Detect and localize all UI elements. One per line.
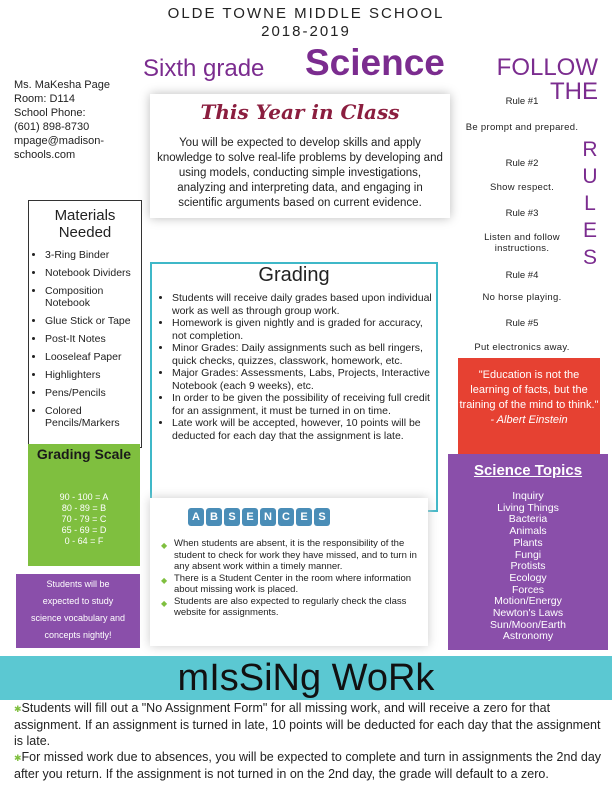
absences-card (150, 498, 428, 646)
diamond-bullet-icon: ◆ (161, 575, 168, 585)
vocab-note-box (16, 574, 140, 648)
rules-letter: S (582, 246, 597, 269)
list-item (161, 538, 422, 573)
rules-letter: U (582, 165, 598, 188)
list-item: Fungi (514, 548, 542, 561)
list-item (161, 595, 422, 619)
grading-list (162, 292, 432, 442)
rule-text: Put electronics away. (474, 342, 570, 353)
grading-scale-row: 80 - 89 = B (61, 503, 107, 513)
list-item: Plants (513, 536, 543, 549)
list-item: • Colored Pencils/Markers (45, 405, 141, 429)
science-topics-list (448, 491, 608, 643)
vocab-note-line: expected to study (42, 596, 114, 606)
absences-letter: S (314, 508, 330, 526)
list-item: Newton's Laws (492, 607, 564, 620)
rule-number: Rule #3 (505, 208, 539, 219)
list-item: • Glue Stick or Tape (45, 315, 141, 327)
list-item: • Students will receive daily grades based upon individual work as well as through group work. (172, 292, 432, 317)
list-item: • Late work will be accepted, however, 10 points will be deducted for each day that the assignment is late. (172, 417, 432, 442)
materials-heading-line2: Needed (58, 224, 112, 241)
absences-letter: S (224, 508, 240, 526)
teacher-phone: (601) 898-8730 (14, 121, 90, 133)
year-in-class-text: You will be expected to develop skills and apply knowledge to solve real-life problems by developing and using models, conducting simple investigations, analyzing and interpreting data, and engaging in scientific arguments based on current evidence. (157, 137, 443, 209)
vocab-note-line: science vocabulary and (30, 613, 126, 623)
list-item: Living Things (497, 501, 559, 514)
rule-number: Rule #1 (505, 96, 539, 107)
list-item: • Homework is given nightly and is graded for accuracy, not completion. (172, 317, 432, 342)
teacher-room: Room: D114 (14, 93, 75, 105)
list-item: Inquiry (512, 490, 544, 502)
list-item: • Looseleaf Paper (45, 351, 141, 363)
grading-scale-row: 0 - 64 = F (64, 536, 104, 546)
materials-box (28, 200, 142, 448)
diamond-bullet-icon: ◆ (161, 598, 168, 608)
list-item: Sun/Moon/Earth (490, 618, 566, 631)
list-item: • Highlighters (45, 369, 141, 381)
teacher-phone-label: School Phone: (14, 107, 86, 119)
absences-letter: E (296, 508, 312, 526)
rules-letter: R (582, 138, 598, 161)
rules-letter: E (582, 219, 597, 242)
absences-letter: N (260, 508, 276, 526)
school-name: OLDE TOWNE MIDDLE SCHOOL (167, 5, 445, 22)
grading-scale-heading: Grading Scale (36, 446, 132, 462)
absences-letter: A (188, 508, 204, 526)
rule-number: Rule #5 (505, 318, 539, 329)
absences-item-text: When students are absent, it is the responsibility of the student to check for work they have missed, and to turn in any absent work within a timely manner. (174, 538, 417, 572)
rules-heading-follow: FOLLOW (496, 54, 598, 81)
rule-text: Be prompt and prepared. (465, 122, 579, 133)
diamond-bullet-icon: ◆ (161, 541, 168, 550)
rule-number: Rule #2 (505, 158, 539, 169)
absences-letter: B (206, 508, 222, 526)
teacher-email-line1: mpage@madison- (14, 135, 105, 147)
missing-work-paragraph (14, 749, 604, 782)
quote-author: - Albert Einstein (490, 414, 568, 426)
list-item: Astronomy (502, 630, 554, 643)
teacher-name: Ms. MaKesha Page (14, 79, 110, 91)
rules-letter: L (584, 192, 596, 215)
grading-scale-row: 90 - 100 = A (59, 492, 109, 502)
quote-box (458, 358, 600, 458)
school-header (0, 5, 612, 41)
list-item: Bacteria (508, 513, 548, 526)
rule-number: Rule #4 (505, 270, 539, 281)
school-year: 2018-2019 (261, 23, 351, 40)
teacher-info (14, 78, 110, 162)
list-item: • In order to be given the possibility of receiving full credit for an assignment, it must be turned in on time. (172, 392, 432, 417)
title-science: Science (305, 42, 445, 83)
rule-text: Listen and follow instructions. (484, 232, 560, 254)
materials-heading-line1: Materials (54, 207, 116, 224)
absences-letter: E (242, 508, 258, 526)
list-item: • Pens/Pencils (45, 387, 141, 399)
absences-item-text: Students are also expected to regularly check the class website for assignments. (174, 595, 407, 618)
missing-work-banner (0, 656, 612, 700)
list-item: Ecology (509, 571, 547, 584)
vocab-note-line: concepts nightly! (44, 630, 112, 640)
list-item: • Post-It Notes (45, 333, 141, 345)
rules-heading-the: THE (550, 78, 598, 105)
missing-work-paragraph-text: Students will fill out a "No Assignment Form" for all missing work, and will receive a zero for that assignment. If an assignment is turned in late, 10 points will be deducted for each day that the assignment is late. (14, 701, 601, 748)
absences-letter: C (278, 508, 294, 526)
list-item: Motion/Energy (494, 595, 562, 608)
year-in-class-title: This Year in Class (200, 100, 400, 124)
science-topics-box (448, 454, 608, 650)
missing-work-paragraph (14, 700, 604, 749)
list-item: • 3-Ring Binder (45, 249, 141, 261)
list-item: Animals (509, 525, 547, 538)
science-topics-heading: Science Topics (473, 462, 583, 479)
grading-box (150, 262, 438, 512)
absences-item-text: There is a Student Center in the room where information about missing work is placed. (174, 572, 412, 595)
missing-work-paragraph-text: For missed work due to absences, you will be expected to complete and turn in assignments the 2nd day after you return. If the assignment is not turned in on the 2nd day, the grade will default to a zero. (14, 750, 602, 781)
absences-title (188, 508, 330, 526)
rule-text: No horse playing. (482, 292, 562, 303)
list-item: • Notebook Dividers (45, 267, 141, 279)
list-item: • Minor Grades: Daily assignments such as bell ringers, quick checks, quizzes, classwork, homework, etc. (172, 342, 432, 367)
absences-list (158, 538, 422, 619)
list-item: Forces (511, 583, 545, 596)
missing-work-title: mIsSiNg WoRk (177, 657, 435, 699)
materials-list (35, 249, 141, 435)
list-item: Protists (510, 560, 546, 573)
list-item: • Major Grades: Assessments, Labs, Projects, Interactive Notebook (each 9 weeks), etc. (172, 367, 432, 392)
list-item (161, 572, 422, 596)
list-item: • Composition Notebook (45, 285, 141, 309)
grading-scale-box (28, 444, 140, 566)
teacher-email-line2: schools.com (14, 149, 76, 161)
grading-scale-row: 65 - 69 = D (61, 525, 107, 535)
rules-vertical-word (578, 136, 602, 271)
grading-scale-row: 70 - 79 = C (61, 514, 107, 524)
vocab-note-line: Students will be (46, 579, 110, 589)
rule-text: Show respect. (489, 182, 555, 193)
grading-scale-list (28, 492, 140, 547)
grading-heading: Grading (258, 264, 330, 286)
star-bullet-icon: ✱ (14, 753, 22, 763)
year-in-class-card (150, 94, 450, 218)
materials-heading (29, 207, 141, 241)
quote-text: "Education is not the learning of facts, but the training of the mind to think." (459, 369, 599, 411)
star-bullet-icon: ✱ (14, 704, 22, 714)
title-sixth-grade: Sixth grade (143, 55, 265, 82)
missing-work-text (14, 700, 604, 782)
